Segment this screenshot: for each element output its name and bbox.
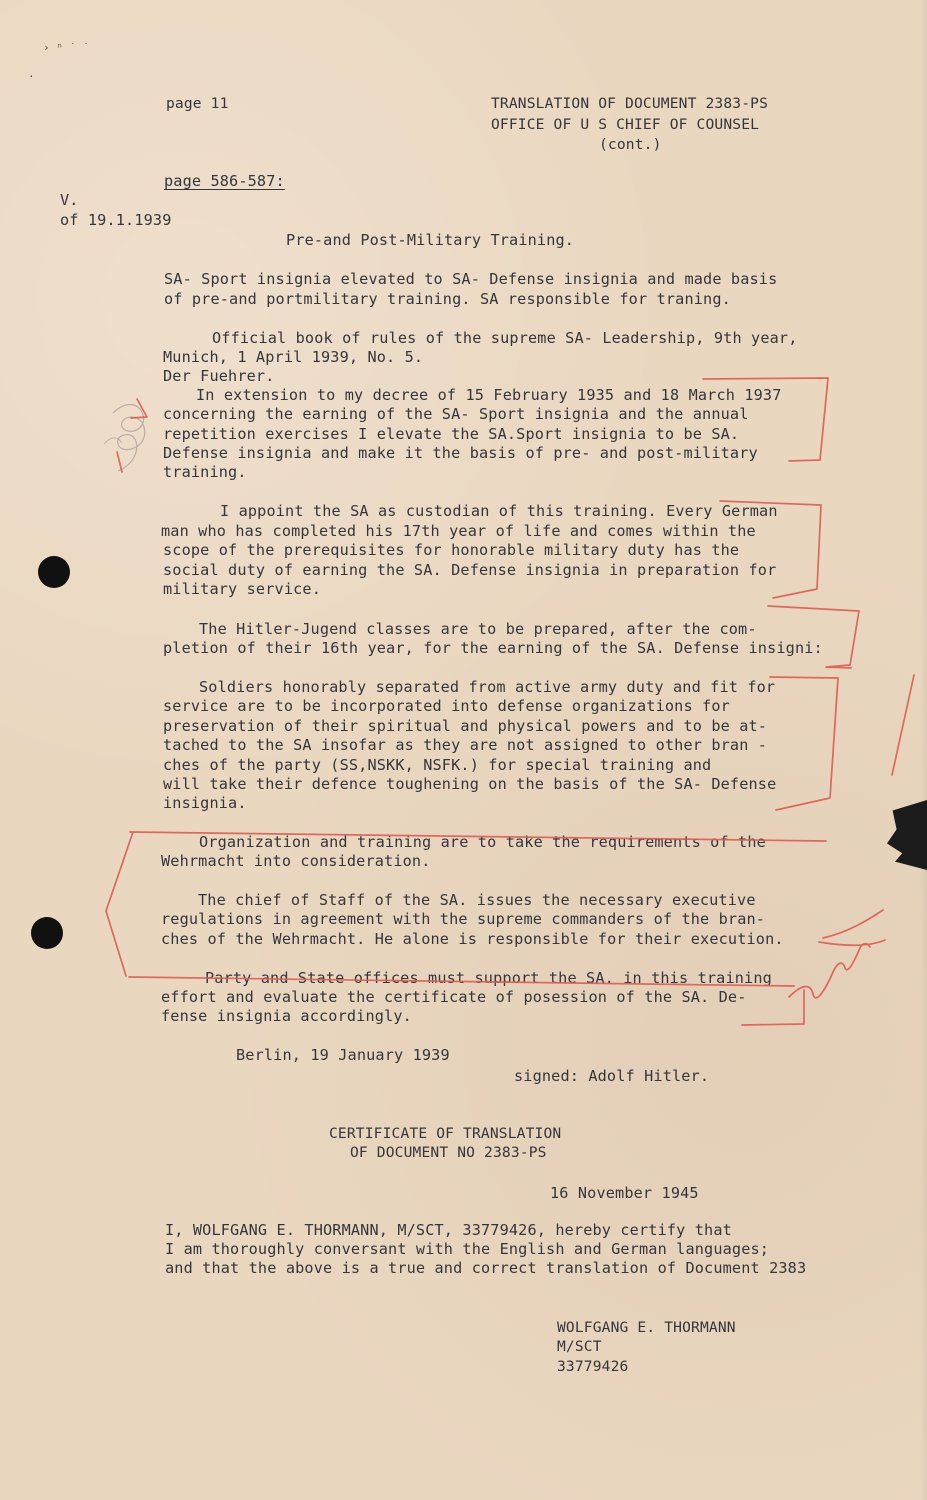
- paragraph-5-line-1: Organization and training are to take the requirements of the: [199, 833, 766, 851]
- paragraph-1-line-5: training.: [163, 463, 247, 481]
- signature-name: WOLFGANG E. THORMANN: [557, 1319, 736, 1336]
- header-title-line-1: TRANSLATION OF DOCUMENT 2383-PS: [491, 95, 769, 112]
- punch-hole-upper: [38, 556, 70, 588]
- paragraph-7-line-2: effort and evaluate the certificate of posession of the SA. De-: [161, 988, 747, 1006]
- paragraph-7-line-1: Party and State offices must support the SA. in this training: [205, 969, 772, 987]
- summary-line-2: of pre-and portmilitary training. SA responsible for traning.: [164, 290, 731, 308]
- header-title-line-2: OFFICE OF U S CHIEF OF COUNSEL: [491, 116, 760, 133]
- page-number: page 11: [166, 95, 229, 112]
- punch-hole-lower: [31, 917, 63, 949]
- paragraph-4-line-5: ches of the party (SS,NSKK, NSFK.) for special training and: [163, 756, 712, 774]
- signed-line: signed: Adolf Hitler.: [514, 1067, 710, 1085]
- paragraph-4-line-7: insignia.: [163, 794, 247, 812]
- roman-numeral: V.: [60, 191, 79, 209]
- summary-line-1: SA- Sport insignia elevated to SA- Defense insignia and made basis: [164, 270, 778, 288]
- document-heading: Pre-and Post-Military Training.: [286, 231, 575, 249]
- red-line-left-angle: [106, 832, 133, 976]
- bracket-paragraph-4: [770, 677, 838, 810]
- paragraph-4-line-6: will take their defence toughening on the basis of the SA- Defense: [163, 775, 777, 793]
- source-date: of 19.1.1939: [60, 211, 172, 229]
- signature-rank: M/SCT: [557, 1338, 602, 1355]
- certificate-line-3: and that the above is a true and correct translation of Document 2383: [165, 1259, 807, 1277]
- place-and-date: Berlin, 19 January 1939: [236, 1046, 450, 1064]
- top-left-tiny-marks: › ⁿ ˙ ˙: [43, 41, 90, 54]
- paragraph-1-line-4: Defense insignia and make it the basis of pre- and post-military: [163, 444, 758, 462]
- paragraph-7-line-3: fense insignia accordingly.: [161, 1007, 412, 1025]
- paragraph-2-line-1: I appoint the SA as custodian of this training. Every German: [220, 502, 778, 520]
- source-page-reference: page 586-587:: [164, 172, 285, 190]
- certificate-line-1: I, WOLFGANG E. THORMANN, M/SCT, 33779426, hereby certify that: [165, 1221, 732, 1239]
- signature-scribble: [98, 393, 168, 483]
- certificate-title-line-2: OF DOCUMENT NO 2383-PS: [350, 1144, 547, 1161]
- official-line-2: Munich, 1 April 1939, No. 5.: [163, 348, 424, 366]
- paragraph-1-line-3: repetition exercises I elevate the SA.Sport insignia to be SA.: [163, 425, 740, 443]
- red-arrow-return: [819, 940, 885, 945]
- certificate-title-line-1: CERTIFICATE OF TRANSLATION: [329, 1125, 562, 1142]
- red-arrow-top: [823, 910, 883, 938]
- torn-edge: [887, 800, 927, 870]
- paragraph-3-line-2: pletion of their 16th year, for the earning of the SA. Defense insigni:: [163, 639, 823, 657]
- paragraph-6-line-2: regulations in agreement with the supreme commanders of the bran-: [161, 910, 766, 928]
- red-side-slash: [892, 675, 914, 775]
- paragraph-6-line-1: The chief of Staff of the SA. issues the necessary executive: [198, 891, 756, 909]
- paragraph-4-line-2: service are to be incorporated into defense organizations for: [163, 697, 730, 715]
- paragraph-2-line-5: military service.: [163, 580, 321, 598]
- paragraph-6-line-3: ches of the Wehrmacht. He alone is responsible for their execution.: [161, 930, 784, 948]
- bracket-paragraph-3: [768, 606, 859, 668]
- certificate-date: 16 November 1945: [550, 1184, 699, 1202]
- paragraph-4-line-4: tached to the SA insofar as they are not assigned to other bran -: [163, 736, 768, 754]
- header-title-line-3: (cont.): [599, 136, 662, 153]
- paragraph-2-line-4: social duty of earning the SA. Defense insignia in preparation for: [163, 561, 777, 579]
- paragraph-1-line-1: In extension to my decree of 15 February 1935 and 18 March 1937: [196, 386, 782, 404]
- paragraph-5-line-2: Wehrmacht into consideration.: [161, 852, 431, 870]
- paragraph-1-line-2: concerning the earning of the SA- Sport insignia and the annual: [163, 405, 749, 423]
- paragraph-4-line-3: preservation of their spiritual and physical powers and to be at-: [163, 717, 768, 735]
- red-bottom-bracket: [742, 990, 804, 1025]
- paragraph-2-line-2: man who has completed his 17th year of life and comes within the: [161, 522, 756, 540]
- signature-number: 33779426: [557, 1358, 629, 1375]
- paragraph-3-line-1: The Hitler-Jugend classes are to be prepared, after the com-: [199, 620, 757, 638]
- red-scribble-right: [789, 944, 870, 998]
- certificate-line-2: I am thoroughly conversant with the English and German languages;: [165, 1240, 770, 1258]
- official-line-1: Official book of rules of the supreme SA- Leadership, 9th year,: [212, 329, 798, 347]
- paragraph-2-line-3: scope of the prerequisites for honorable military duty has the: [163, 541, 740, 559]
- paragraph-4-line-1: Soldiers honorably separated from active army duty and fit for: [199, 678, 776, 696]
- salutation: Der Fuehrer.: [163, 367, 275, 385]
- top-left-dot: ·: [28, 70, 35, 83]
- page-edge-shadow: [921, 0, 927, 1500]
